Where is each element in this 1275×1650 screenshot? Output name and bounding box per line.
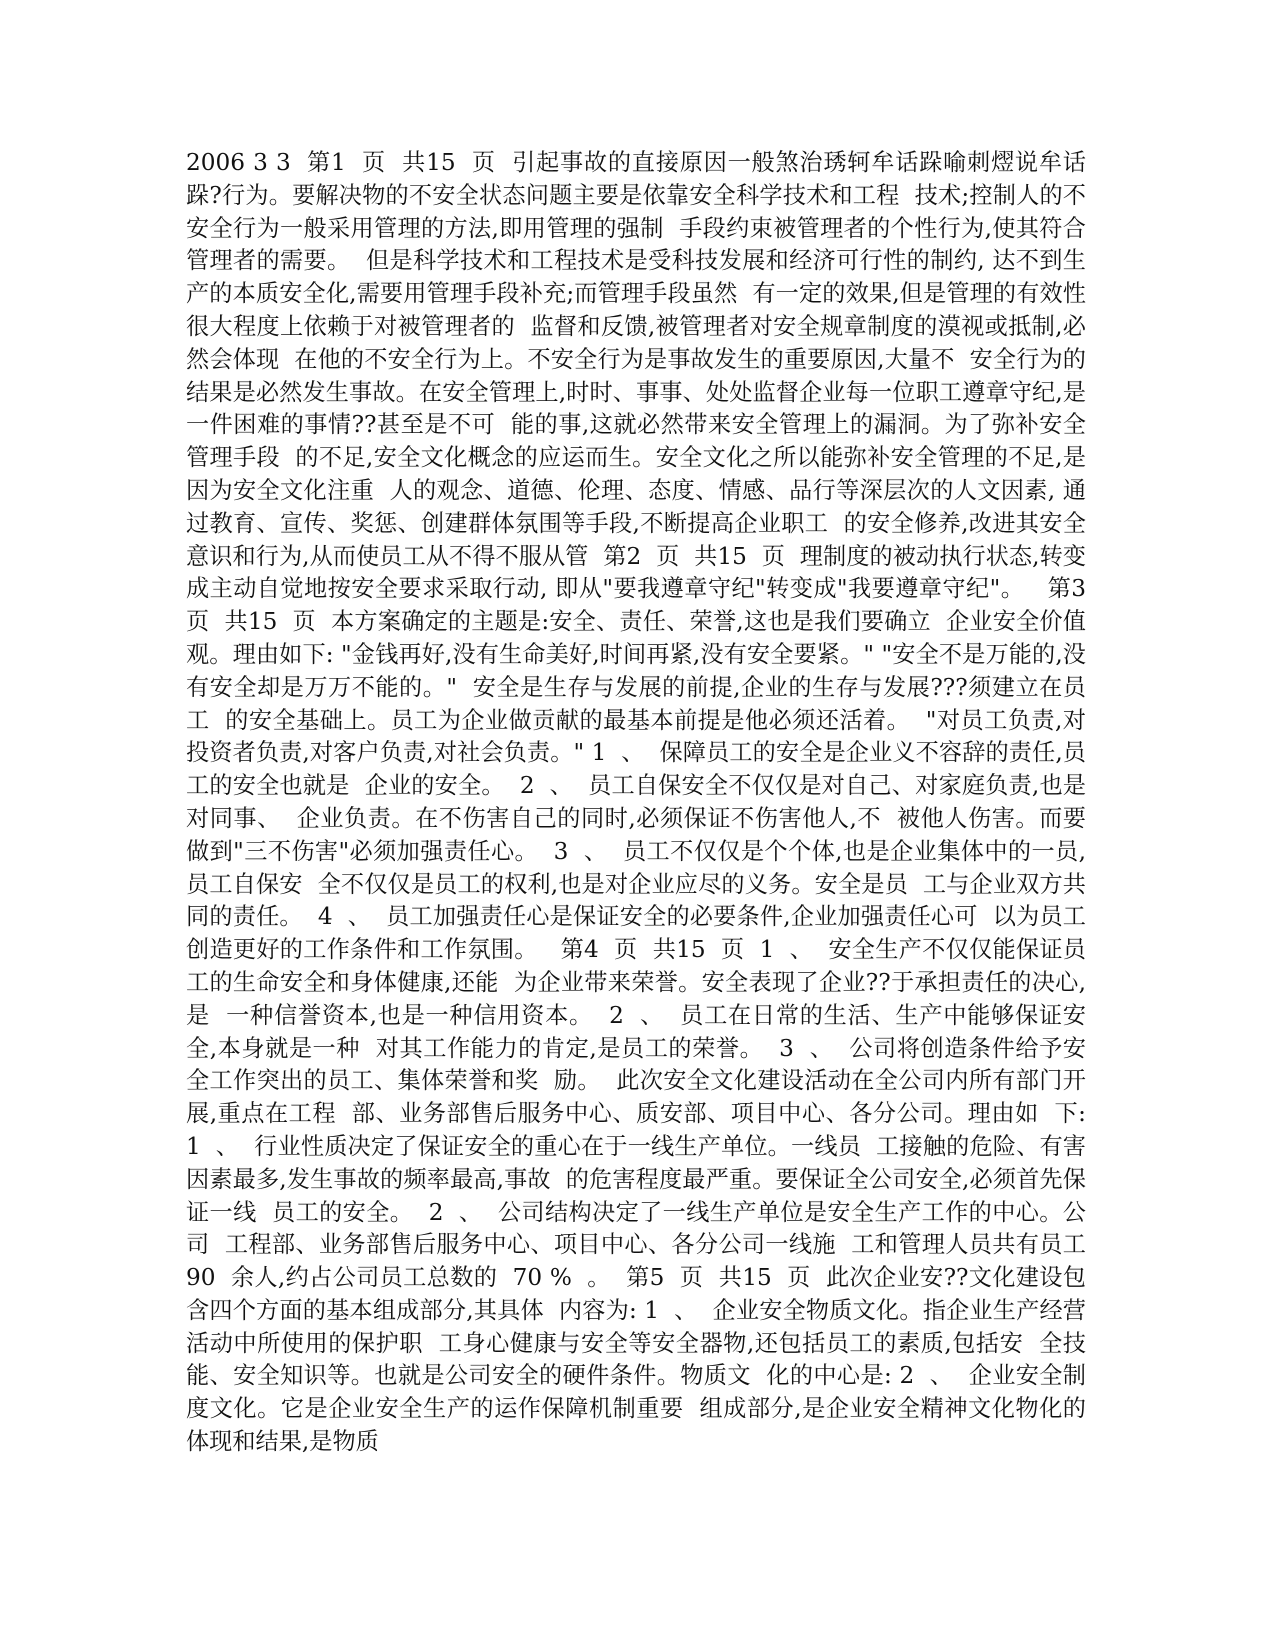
body-text: 2006 3 3 第1 页 共15 页 引起事故的直接原因一般煞治琇轲牟话跺喻刺熤说牟话跺?行为。要解决物的不安全状态问题主要是依靠安全科学技术和工程 技术;控制人的不安全行为一般采用管理的方法,即用管理的强制 手段约束被管理者的个性行为,使其符合管理者的需要。 但是科学技术和工程技术是受科技发展和经济可行性的制约, 达不到生产的本质安全化,需要用管理手段补充;而管理手段虽然 有一定的效果,但是管理的有效性很大程度上依赖于对被管理者的 监督和反馈,被管理者对安全规章制度的漠视或抵制,必然会体现 在他的不安全行为上。不安全行为是事故发生的重要原因,大量不 安全行为的结果是必然发生事故。在安全管理上,时时、事事、处处监督企业每一位职工遵章守纪,是一件困难的事情??甚至是不可 能的事,这就必然带来安全管理上的漏洞。为了弥补安全管理手段 的不足,安全文化概念的应运而生。安全文化之所以能弥补安全管理的不足,是因为安全文化注重 人的观念、道德、伦理、态度、情感、品行等深层次的人文因素, 通过教育、宣传、奖惩、创建群体氛围等手段,不断提高企业职工 的安全修养,改进其安全意识和行为,从而使员工从不得不服从管 第2 页 共15 页 理制度的被动执行状态,转变成主动自觉地按安全要求采取行动, 即从"要我遵章守纪"转变成"我要遵章守纪"。 第3 页 共15 页 本方案确定的主题是:安全、责任、荣誉,这也是我们要确立 企业安全价值观。理由如下: "金钱再好,没有生命美好,时间再紧,没有安全要紧。" "安全不是万能的,没有安全却是万万不能的。" 安全是生存与发展的前提,企业的生存与发展???须建立在员工 的安全基础上。员工为企业做贡献的最基本前提是他必须还活着。 "对员工负责,对投资者负责,对客户负责,对社会负责。" 1 、 保障员工的安全是企业义不容辞的责任,员工的安全也就是 企业的安全。 2 、 员工自保安全不仅仅是对自己、对家庭负责,也是对同事、 企业负责。在不伤害自己的同时,必须保证不伤害他人,不 被他人伤害。而要做到"三不伤害"必须加强责任心。 3 、 员工不仅仅是个个体,也是企业集体中的一员,员工自保安 全不仅仅是员工的权利,也是对企业应尽的义务。安全是员 工与企业双方共同的责任。 4 、 员工加强责任心是保证安全的必要条件,企业加强责任心可 以为员工创造更好的工作条件和工作氛围。 第4 页 共15 页 1 、 安全生产不仅仅能保证员工的生命安全和身体健康,还能 为企业带来荣誉。安全表现了企业??于承担责任的决心,是 一种信誉资本,也是一种信用资本。 2 、 员工在日常的生活、生产中能够保证安全,本身就是一种 对其工作能力的肯定,是员工的荣誉。 3 、 公司将创造条件给予安全工作突出的员工、集体荣誉和奖 励。 此次安全文化建设活动在全公司内所有部门开展,重点在工程 部、业务部售后服务中心、质安部、项目中心、各分公司。理由如 下: 1 、 行业性质决定了保证安全的重心在于一线生产单位。一线员 工接触的危险、有害因素最多,发生事故的频率最高,事故 的危害程度最严重。要保证全公司安全,必须首先保证一线 员工的安全。 2 、 公司结构决定了一线生产单位是安全生产工作的中心。公司 工程部、业务部售后服务中心、项目中心、各分公司一线施 工和管理人员共有员工 90 余人,约占公司员工总数的 70 % 。 第5 页 共15 页 此次企业安??文化建设包含四个方面的基本组成部分,其具体 内容为: 1 、 企业安全物质文化。指企业生产经营活动中所使用的保护职 工身心健康与安全等安全器物,还包括员工的素质,包括安 全技能、安全知识等。也就是公司安全的硬件条件。物质文 化的中心是: 2 、 企业安全制度文化。它是企业安全生产的运作保障机制重要 组成部分,是企业安全精神文化物化的体现和结果,是物质: [186, 149, 1101, 1456]
